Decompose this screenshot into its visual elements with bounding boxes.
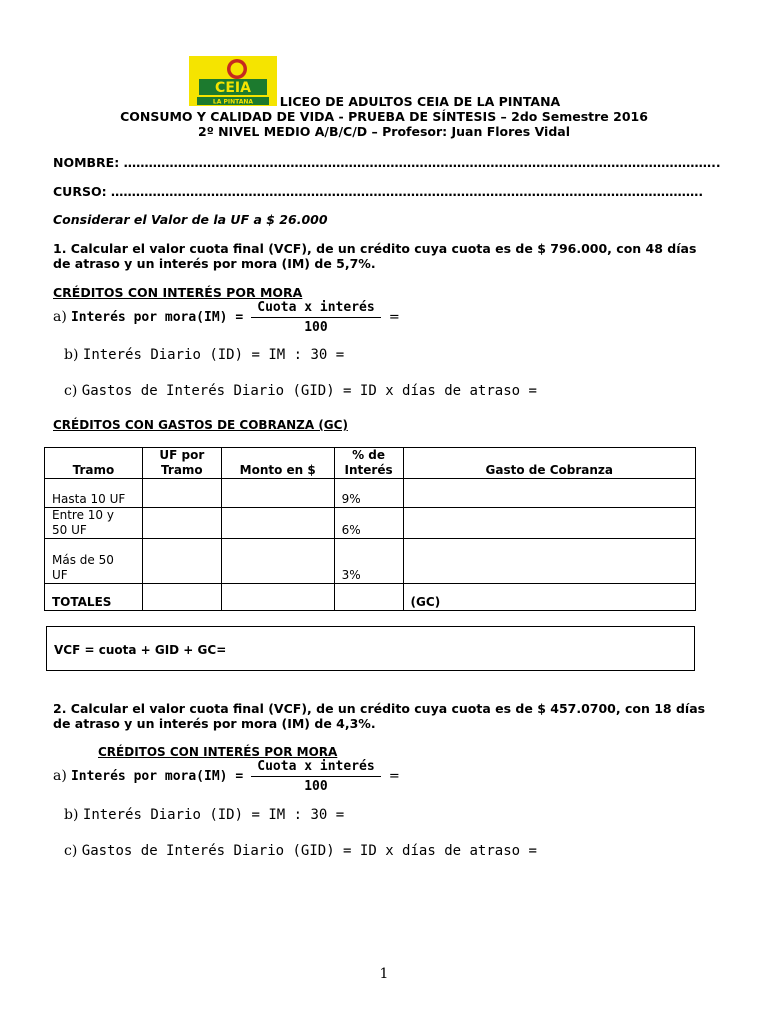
uf-note: Considerar el Valor de la UF a $ 26.000 [53,212,328,227]
q1-c-text: Gastos de Interés Diario (GID) = ID x días de atraso = [81,383,537,399]
row3-tramo: Más de 50 UF [45,539,143,584]
vcf-formula: VCF = cuota + GID + GC= [54,643,227,657]
q2-text-line2: de atraso y un interés por mora (IM) de 4,3%. [53,716,376,731]
q1-formula-c [64,383,537,399]
row3-gasto-cell[interactable] [403,539,695,584]
row2-gasto-cell[interactable] [403,508,695,539]
course-title: CONSUMO Y CALIDAD DE VIDA - PRUEBA DE SÍNTESIS – 2do Semestre 2016 [120,109,648,124]
table-row [45,508,696,539]
row3-monto-cell[interactable] [221,539,334,584]
q1-b-label: b) [64,347,79,363]
table-row [45,479,696,508]
row2-monto-cell[interactable] [221,508,334,539]
table-row [45,539,696,584]
header-uf: UF por Tramo [142,448,221,479]
q1-text-line1: 1. Calcular el valor cuota final (VCF), de un crédito cuya cuota es de $ 796.000, con 48 días [53,241,697,256]
total-pct-cell[interactable] [334,584,403,611]
q1-formula-b [64,347,344,363]
row1-pct: 9% [334,479,403,508]
total-monto-cell[interactable] [221,584,334,611]
q2-formula-c [64,843,537,859]
q1-section-title: CRÉDITOS CON INTERÉS POR MORA [53,285,303,300]
q1-a-numerator: Cuota x interés [251,300,380,318]
row2-pct: 6% [334,508,403,539]
level-professor: 2º NIVEL MEDIO A/B/C/D – Profesor: Juan Flores Vidal [198,124,570,139]
svg-text:CEIA: CEIA [215,80,251,96]
row1-tramo: Hasta 10 UF [45,479,143,508]
header-tramo: Tramo [45,448,143,479]
row1-gasto-cell[interactable] [403,479,695,508]
q1-c-label: c) [64,383,78,399]
q2-c-label: c) [64,843,78,859]
q1-formula-a [53,300,400,335]
q1-b-text: Interés Diario (ID) = IM : 30 = [82,347,345,363]
row1-monto-cell[interactable] [221,479,334,508]
school-name: LICEO DE ADULTOS CEIA DE LA PINTANA [279,94,561,109]
vcf-box[interactable] [46,626,695,671]
header-gasto: Gasto de Cobranza [403,448,695,479]
q2-section-title: CRÉDITOS CON INTERÉS POR MORA [98,745,338,759]
q2-a-label: a) [53,768,67,784]
row3-pct: 3% [334,539,403,584]
q2-a-equals: = [388,769,400,784]
curso-field[interactable]: CURSO: ……………………………………………………………………………………………………………………………. [53,184,704,199]
q2-a-numerator: Cuota x interés [251,759,380,777]
svg-text:LA PINTANA: LA PINTANA [212,98,254,106]
header-pct: % de Interés [334,448,403,479]
row2-uf-cell[interactable] [142,508,221,539]
row2-tramo: Entre 10 y 50 UF [45,508,143,539]
header-monto: Monto en $ [221,448,334,479]
totals-row [45,584,696,611]
q2-text-line1: 2. Calcular el valor cuota final (VCF), de un crédito cuya cuota es de $ 457.0700, con 18 días [53,701,706,716]
q2-a-denominator: 100 [304,779,328,794]
page-number: 1 [379,966,389,982]
gc-table [44,447,696,611]
q1-a-lhs: Interés por mora(IM) = [70,310,244,325]
row1-uf-cell[interactable] [142,479,221,508]
total-uf-cell[interactable] [142,584,221,611]
q2-b-label: b) [64,807,79,823]
gc-section-title: CRÉDITOS CON GASTOS DE COBRANZA (GC) [53,418,348,432]
nombre-field[interactable]: NOMBRE: …………………………………………………………………………………………………………………………….. [53,155,721,170]
q1-text-line2: de atraso y un interés por mora (IM) de 5,7%. [53,256,376,271]
gc-total-label[interactable]: (GC) [403,584,695,611]
q2-a-lhs: Interés por mora(IM) = [70,769,244,784]
totales-label: TOTALES [45,584,143,611]
q2-c-text: Gastos de Interés Diario (GID) = ID x días de atraso = [81,843,537,859]
gc-header-row [45,448,696,479]
q1-a-label: a) [53,309,67,325]
q2-formula-b [64,807,344,823]
q1-a-equals: = [388,310,400,325]
q2-formula-a [53,759,400,794]
q1-a-denominator: 100 [304,320,328,335]
row3-uf-cell[interactable] [142,539,221,584]
q2-b-text: Interés Diario (ID) = IM : 30 = [82,807,345,823]
